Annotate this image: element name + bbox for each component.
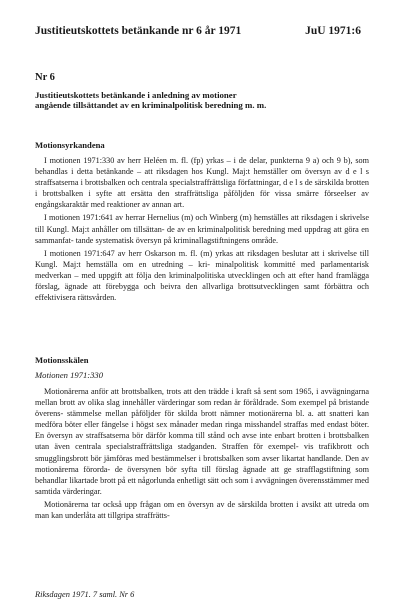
text-line: avvägningen överensstämmer med samtida värderingar. — [35, 475, 370, 496]
paragraph — [35, 155, 369, 210]
paragraph — [35, 248, 369, 303]
text-line: stämmelse mellan påföljder för skilda brott nämner motionärerna bl. a. — [66, 409, 314, 419]
text-line: tande systematisk översyn på kriminallagstiftningens område. — [75, 235, 279, 245]
text-line: förslag, ägnade att förebygga och beivra den allvarliga brottsutvecklingen — [35, 282, 299, 292]
text-line: värderingar som redan är föråldrade. Som exempel på bristande överens- — [35, 398, 369, 419]
text-line: Motionärerna tar också upp frågan om en översyn av de särskilda — [44, 499, 268, 509]
text-line: samt förbättra och effektivisera rättsvården. — [35, 282, 369, 303]
text-line: ringa misshandel straffas med endast böter. En översyn av straffsatserna — [35, 420, 369, 441]
paragraph — [35, 499, 369, 521]
text-line: de översynen bör syfta till förslag ägnade att ge strafflagstiftning — [114, 464, 351, 474]
paragraph — [35, 212, 369, 245]
paragraph — [35, 386, 369, 497]
text-line: brotten i avsikt att utreda om man kan underlåta att tillgripa straffrätts- — [35, 499, 369, 521]
text-line: att följa den kriminalpolitiska utvecklingen och att efter hand framlägga — [125, 270, 370, 280]
header-reference: JuU 1971:6 — [305, 25, 361, 37]
text-line: bör därför komma till stånd och avse inte enbart brotten i brottsbalken — [132, 431, 370, 441]
text-line: sent som 1965, i avvägningarna mellan brott av olika slag innehåller — [35, 387, 370, 408]
text-line: beslutar att i skrivelse till Kungl. Maj:t hemställa om en utredning – kri- — [35, 248, 369, 269]
page-footer: Riksdagen 1971. 7 saml. Nr 6 — [35, 590, 135, 599]
subheading-motion: Motionen 1971:330 — [35, 370, 104, 380]
report-title-line: Justitieutskottets betänkande i anledning av motioner — [35, 90, 237, 100]
text-line: de av en kriminalpolitisk beredning med uppdrag att göra en sammanfat- — [35, 224, 369, 245]
text-line: brottsbalken som avser likartat handlande. Den av motionärerna förorda- — [35, 453, 369, 474]
text-line: påföljden för vissa smärre förseelser av engångskaraktär med reaktioner — [35, 189, 370, 210]
text-line: I motionen 1971:641 av herrar Hernelius (m) och Winberg (m) — [44, 213, 252, 223]
text-line: utan även centrala specialstraffrättsliga stadganden. Straffen för exempel- — [35, 442, 299, 452]
section-heading-motionsyrkandena: Motionsyrkandena — [35, 140, 105, 150]
running-header — [35, 25, 365, 37]
text-line: i brottsbalken och centrala specialstraffrättsliga författningar, d e l s de — [80, 178, 313, 188]
text-line: särskilda brotten i brottsbalken i syfte att ersätta den straffrättsliga — [35, 178, 370, 199]
header-title: Justitieutskottets betänkande nr 6 år 1971 — [35, 25, 242, 37]
text-line: av annan art. — [142, 200, 185, 210]
report-title — [35, 90, 355, 110]
text-line: vis trafikbrott och smugglingsbrott bör jämföras med bestämmelser i — [35, 442, 370, 463]
text-line: Motionärerna anför att brottsbalken, trots att den trädde i kraft så — [44, 387, 261, 396]
text-line: I motionen 1971:330 av herr Heléen m. fl. (fp) yrkas – i de delar, — [44, 156, 268, 165]
section2-body — [35, 386, 369, 523]
text-line: punkterna 9 a) och 9 b), som behandlas i detta betänkande – att — [35, 156, 370, 177]
section1-body — [35, 155, 369, 305]
text-line: riksdagen hos Kungl. Maj:t hemställer om översyn av d e l s straffsatserna — [35, 167, 369, 188]
text-line: hemställes att riksdagen i skrivelse till Kungl. Maj:t anhåller om tillsättan- — [35, 213, 369, 234]
text-line: som behandlar likartade brott på ett någorlunda enhetligt sätt och som i — [35, 464, 370, 485]
section-heading-motionsskalen: Motionsskälen — [35, 355, 89, 365]
text-line: att snatteri kan medföra böter eller fängelse i högst sex månader medan — [35, 409, 370, 430]
report-number: Nr 6 — [35, 72, 55, 83]
text-line: I motionen 1971:647 av herr Oskarson m. fl. (m) yrkas att riksdagen — [44, 248, 280, 258]
report-title-line: angående tillsättandet av en kriminalpolitisk beredning m. m. — [35, 100, 267, 110]
text-line: minalpolitisk kommitté med parlamentarisk medverkan – med uppgift — [35, 259, 369, 280]
